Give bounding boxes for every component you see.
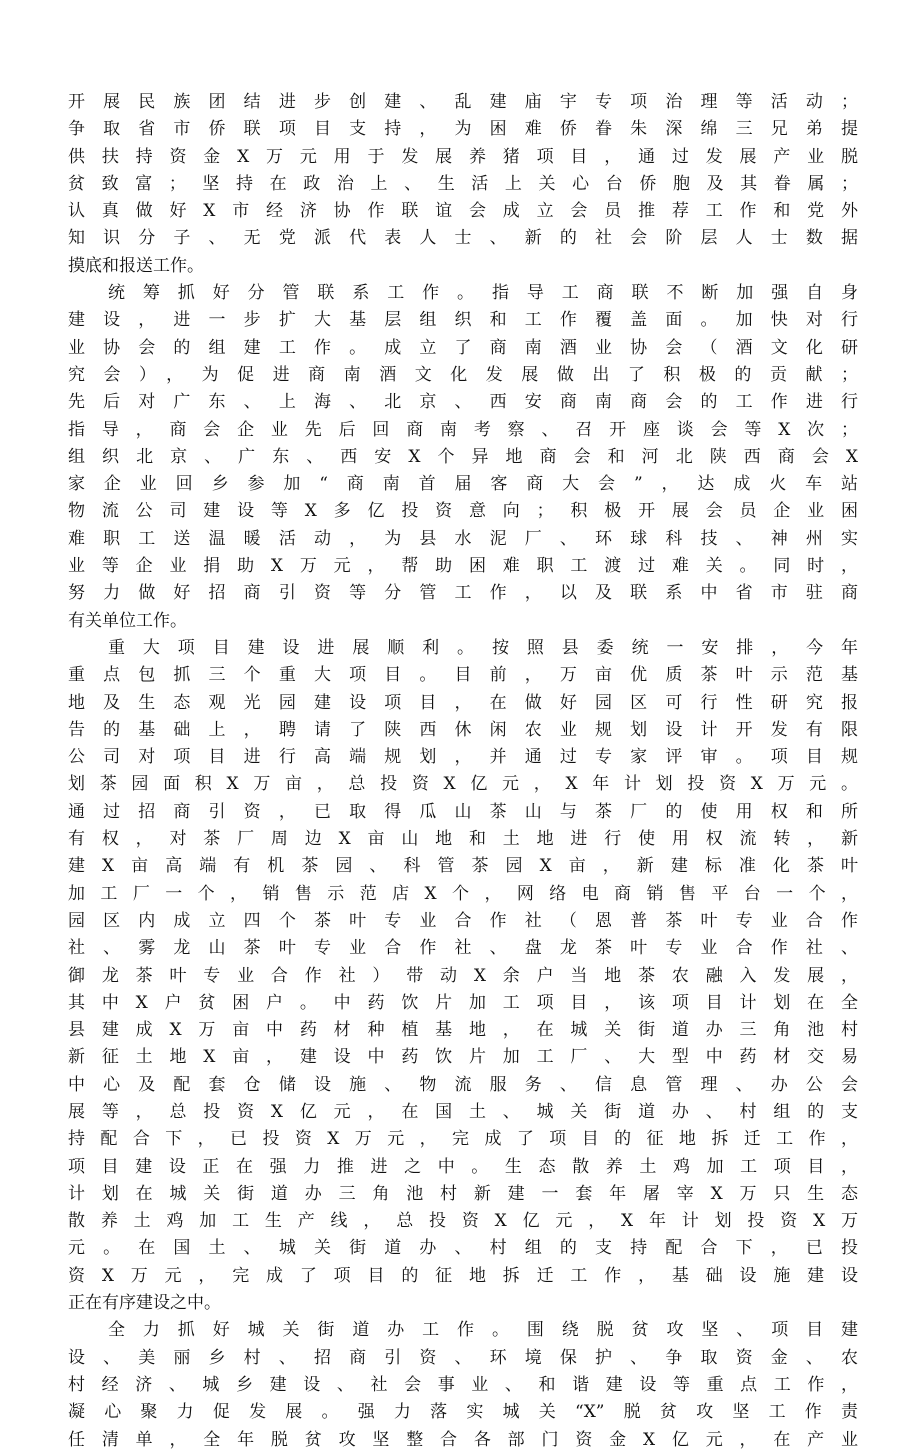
- text-line: 建X亩高端有机茶园、科管茶园X亩，新建标准化茶叶: [68, 856, 858, 877]
- text-line: 划茶园面积X万亩，总投资X亿元，X年计划投资X万元。: [68, 774, 858, 795]
- text-line: 元。在国土、城关街道办、村组的支持配合下，已投: [68, 1238, 858, 1259]
- text-line: 究会），为促进商南酒文化发展做出了积极的贡献；: [68, 364, 858, 385]
- text-line: 开展民族团结进步创建、乱建庙宇专项治理等活动；: [68, 92, 858, 112]
- text-line: 业协会的组建工作。成立了商南酒业协会（酒文化研: [68, 337, 858, 358]
- text-line: 先后对广东、上海、北京、西安商南商会的工作进行: [68, 392, 858, 413]
- text-line: 供扶持资金X万元用于发展养猪项目，通过发展产业脱: [68, 146, 858, 167]
- text-line: 散养土鸡加工生产线，总投资X亿元，X年计划投资X万: [68, 1211, 858, 1232]
- text-line: 任清单，全年脱贫攻坚整合各部门资金X亿元，在产业: [68, 1429, 858, 1450]
- text-line: 持配合下，已投资X万元，完成了项目的征地拆迁工作，: [68, 1129, 858, 1150]
- text-line: 县建成X万亩中药材种植基地，在城关街道办三角池村: [68, 1020, 858, 1041]
- text-line: 组织北京、广东、西安X个异地商会和河北陕西商会X: [68, 446, 858, 467]
- text-line: 建设，进一步扩大基层组织和工作覆盖面。加快对行: [68, 310, 858, 331]
- text-line: 有权，对茶厂周边X亩山地和土地进行使用权流转，新: [68, 829, 858, 850]
- text-line: 公司对项目进行高端规划，并通过专家评审。项目规: [68, 747, 858, 768]
- text-line: 业等企业捐助X万元，帮助困难职工渡过难关。同时，: [68, 556, 858, 577]
- text-line: 认真做好X市经济协作联谊会成立会员推荐工作和党外: [68, 201, 858, 222]
- paragraph: [68, 1317, 858, 1453]
- text-line: 重大项目建设进展顺利。按照县委统一安排，今年: [108, 637, 858, 658]
- text-line: 村经济、城乡建设、社会事业、和谐建设等重点工作，: [68, 1374, 858, 1395]
- text-line: 全力抓好城关街道办工作。围绕脱贫攻坚、项目建: [108, 1320, 858, 1341]
- text-line: 社、雾龙山茶叶专业合作社、盘龙茶叶专业合作社、: [68, 938, 858, 959]
- text-line: 御龙茶叶专业合作社）带动X余户当地茶农融入发展，: [68, 965, 858, 986]
- text-line: 展等，总投资X亿元，在国土、城关街道办、村组的支: [68, 1101, 858, 1122]
- text-line: 家企业回乡参加“商南首届客商大会”，达成火车站: [68, 474, 858, 495]
- text-line: 难职工送温暖活动，为县水泥厂、环球科技、神州实: [68, 528, 858, 549]
- paragraph: [68, 89, 858, 280]
- text-line: 努力做好招商引资等分管工作，以及联系中省市驻商: [68, 583, 858, 604]
- text-line: 物流公司建设等X多亿投资意向；积极开展会员企业困: [68, 501, 858, 522]
- text-line: 有关单位工作。: [68, 610, 187, 631]
- text-line: 加工厂一个，销售示范店X个，网络电商销售平台一个，: [68, 883, 858, 904]
- text-line: 知识分子、无党派代表人士、新的社会阶层人士数据: [68, 228, 858, 249]
- text-line: 指导，商会企业先后回商南考察、召开座谈会等X次；: [68, 419, 858, 440]
- text-line: 正在有序建设之中。: [68, 1293, 221, 1314]
- text-line: 凝心聚力促发展。强力落实城关“X”脱贫攻坚工作责: [68, 1402, 858, 1423]
- text-line: 争取省市侨联项目支持，为困难侨眷朱深绵三兄弟提: [68, 119, 858, 140]
- text-line: 资X万元，完成了项目的征地拆迁工作，基础设施建设: [68, 1265, 858, 1286]
- text-line: 地及生态观光园建设项目，在做好园区可行性研究报: [68, 692, 858, 713]
- text-line: 其中X户贫困户。中药饮片加工项目，该项目计划在全: [68, 992, 858, 1013]
- document-page: [68, 89, 858, 1454]
- text-line: 告的基础上，聘请了陕西休闲农业规划设计开发有限: [68, 719, 858, 740]
- text-line: 设、美丽乡村、招商引资、环境保护、争取资金、农: [68, 1347, 858, 1368]
- text-line: 通过招商引资，已取得瓜山茶山与茶厂的使用权和所: [68, 801, 858, 822]
- text-line: 项目建设正在强力推进之中。生态散养土鸡加工项目，: [68, 1156, 858, 1177]
- text-line: 重点包抓三个重大项目。目前，万亩优质茶叶示范基: [68, 665, 858, 686]
- text-line: 贫致富；坚持在政治上、生活上关心台侨胞及其眷属；: [68, 173, 858, 194]
- text-line: 统筹抓好分管联系工作。指导工商联不断加强自身: [108, 283, 858, 304]
- text-line: 新征土地X亩，建设中药饮片加工厂、大型中药材交易: [68, 1047, 858, 1068]
- text-line: 园区内成立四个茶叶专业合作社（恩普茶叶专业合作: [68, 910, 858, 931]
- text-line: 计划在城关街道办三角池村新建一套年屠宰X万只生态: [68, 1183, 858, 1204]
- text-line: 中心及配套仓储设施、物流服务、信息管理、办公会: [68, 1074, 858, 1095]
- paragraph: [68, 635, 858, 1317]
- paragraph: [68, 280, 858, 635]
- text-line: 摸底和报送工作。: [68, 255, 204, 276]
